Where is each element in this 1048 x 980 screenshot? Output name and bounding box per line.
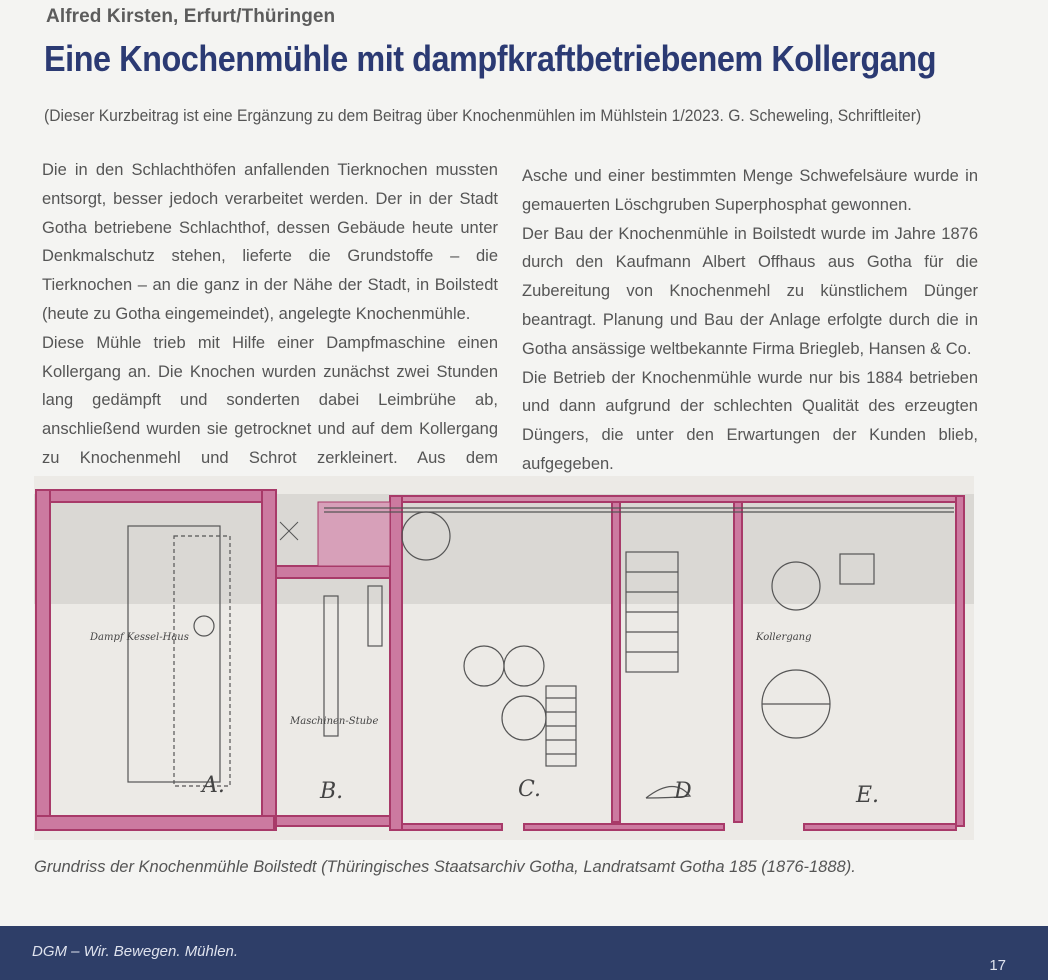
author-line: Alfred Kirsten, Erfurt/Thüringen bbox=[46, 6, 336, 27]
floor-plan-drawing bbox=[34, 476, 974, 840]
paragraph: Die in den Schlachthöfen anfallenden Tierknochen mussten entsorgt, besser jedoch verarbeitet werden. Der in der Stadt Gotha betriebene Schlachthof, dessen Gebäude heute unter Denkmalschutz stehen, lieferte die Grundstoffe – die Tierknochen – an die ganz in der Nähe der Stadt, in Boilstedt (heute zu Gotha eingemeindet), angelegte Knochenmühle. bbox=[42, 161, 498, 323]
machine-room-label: Maschinen-Stube bbox=[290, 716, 379, 727]
right-column bbox=[522, 162, 978, 479]
left-column bbox=[42, 156, 498, 502]
kollergang-label: Kollergang bbox=[756, 632, 812, 643]
room-label-c: C. bbox=[518, 777, 542, 802]
article-title: Eine Knochenmühle mit dampfkraftbetriebenem Kollergang bbox=[44, 38, 937, 79]
page-footer bbox=[0, 926, 1048, 980]
room-label-b: B. bbox=[320, 779, 344, 804]
room-label-d: D bbox=[674, 779, 692, 804]
footer-slogan: DGM – Wir. Bewegen. Mühlen. bbox=[32, 943, 239, 960]
room-label-a: A. bbox=[202, 773, 225, 798]
boiler-house-label: Dampf Kessel-Haus bbox=[90, 632, 189, 643]
paragraph: Asche und einer bestimmten Menge Schwefelsäure wurde in gemauerten Löschgruben Superphosphat gewonnen. bbox=[522, 167, 978, 214]
floor-plan-image bbox=[34, 476, 974, 840]
room-label-e: E. bbox=[856, 783, 880, 808]
article-subtitle: (Dieser Kurzbeitrag ist eine Ergänzung zu dem Beitrag über Knochenmühlen im Mühlstein 1/2023. G. Scheweling, Schriftleiter) bbox=[44, 106, 922, 125]
figure-caption: Grundriss der Knochenmühle Boilstedt (Thüringisches Staatsarchiv Gotha, Landratsamt Gotha 185 (1876-1888). bbox=[34, 858, 856, 876]
paragraph: Der Bau der Knochenmühle in Boilstedt wurde im Jahre 1876 durch den Kaufmann Albert Offhaus aus Gotha für die Zubereitung von Knochenmehl zu künstlichem Dünger beantragt. Planung und Bau der Anlage erfolgte durch die in Gotha ansässige weltbekannte Firma Briegleb, Hansen & Co. bbox=[522, 224, 978, 358]
paragraph: Die Betrieb der Knochenmühle wurde nur bis 1884 betrieben und dann aufgrund der schlechten Qualität des erzeugten Düngers, die unter den Erwartungen der Kunden blieb, aufgegeben. bbox=[522, 368, 978, 473]
page-number: 17 bbox=[989, 957, 1006, 974]
paragraph: Diese Mühle trieb mit Hilfe einer Dampfmaschine einen Kollergang an. Die Knochen wurden zunächst zwei Stunden lang gedämpft und sonderten dabei Leimbrühe ab, anschließend wurden sie getrocknet und auf dem Kollergang zu Knochenmehl und Schrot zerkleinert. Aus dem bbox=[42, 333, 498, 467]
